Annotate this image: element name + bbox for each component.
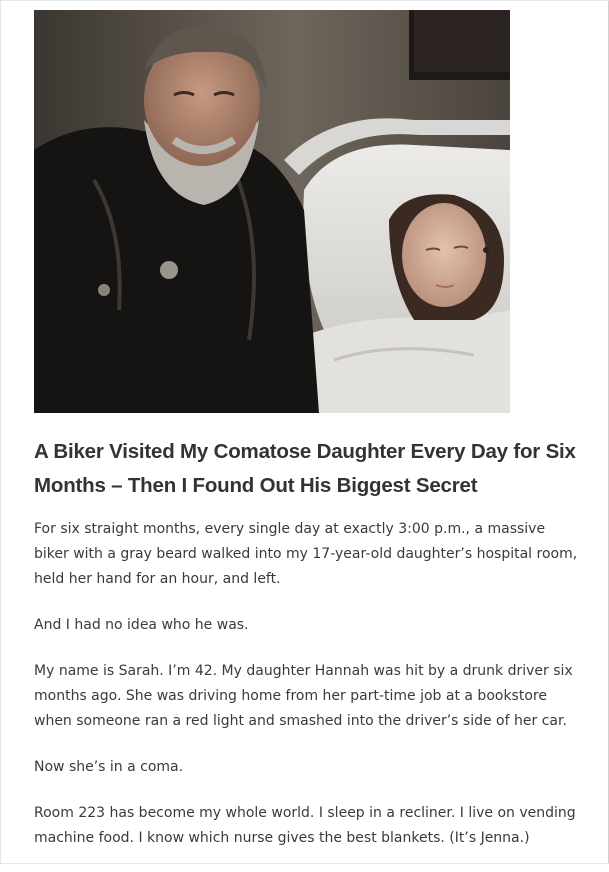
article-body bbox=[34, 517, 579, 851]
paragraph: And I had no idea who he was. bbox=[34, 617, 249, 633]
article bbox=[34, 10, 579, 872]
paragraph: For six straight months, every single day at exactly 3:00 p.m., a massive biker with a gray beard walked into my 17-year-old daughter’s hospital room, held her hand for an hour, and left. bbox=[34, 521, 578, 587]
featured-image bbox=[34, 10, 510, 413]
article-title: A Biker Visited My Comatose Daughter Every Day for Six Months – Then I Found Out His Biggest Secret bbox=[34, 440, 576, 497]
paragraph: My name is Sarah. I’m 42. My daughter Hannah was hit by a drunk driver six months ago. She was driving home from her part-time job at a bookstore when someone ran a red light and smashed into the driver’s side of her car. bbox=[34, 663, 573, 729]
paragraph: Now she’s in a coma. bbox=[34, 759, 184, 775]
hospital-photo-illustration bbox=[34, 10, 510, 413]
paragraph: Room 223 has become my whole world. I sleep in a recliner. I live on vending machine food. I know which nurse gives the best blankets. (It’s Jenna.) bbox=[34, 805, 576, 846]
